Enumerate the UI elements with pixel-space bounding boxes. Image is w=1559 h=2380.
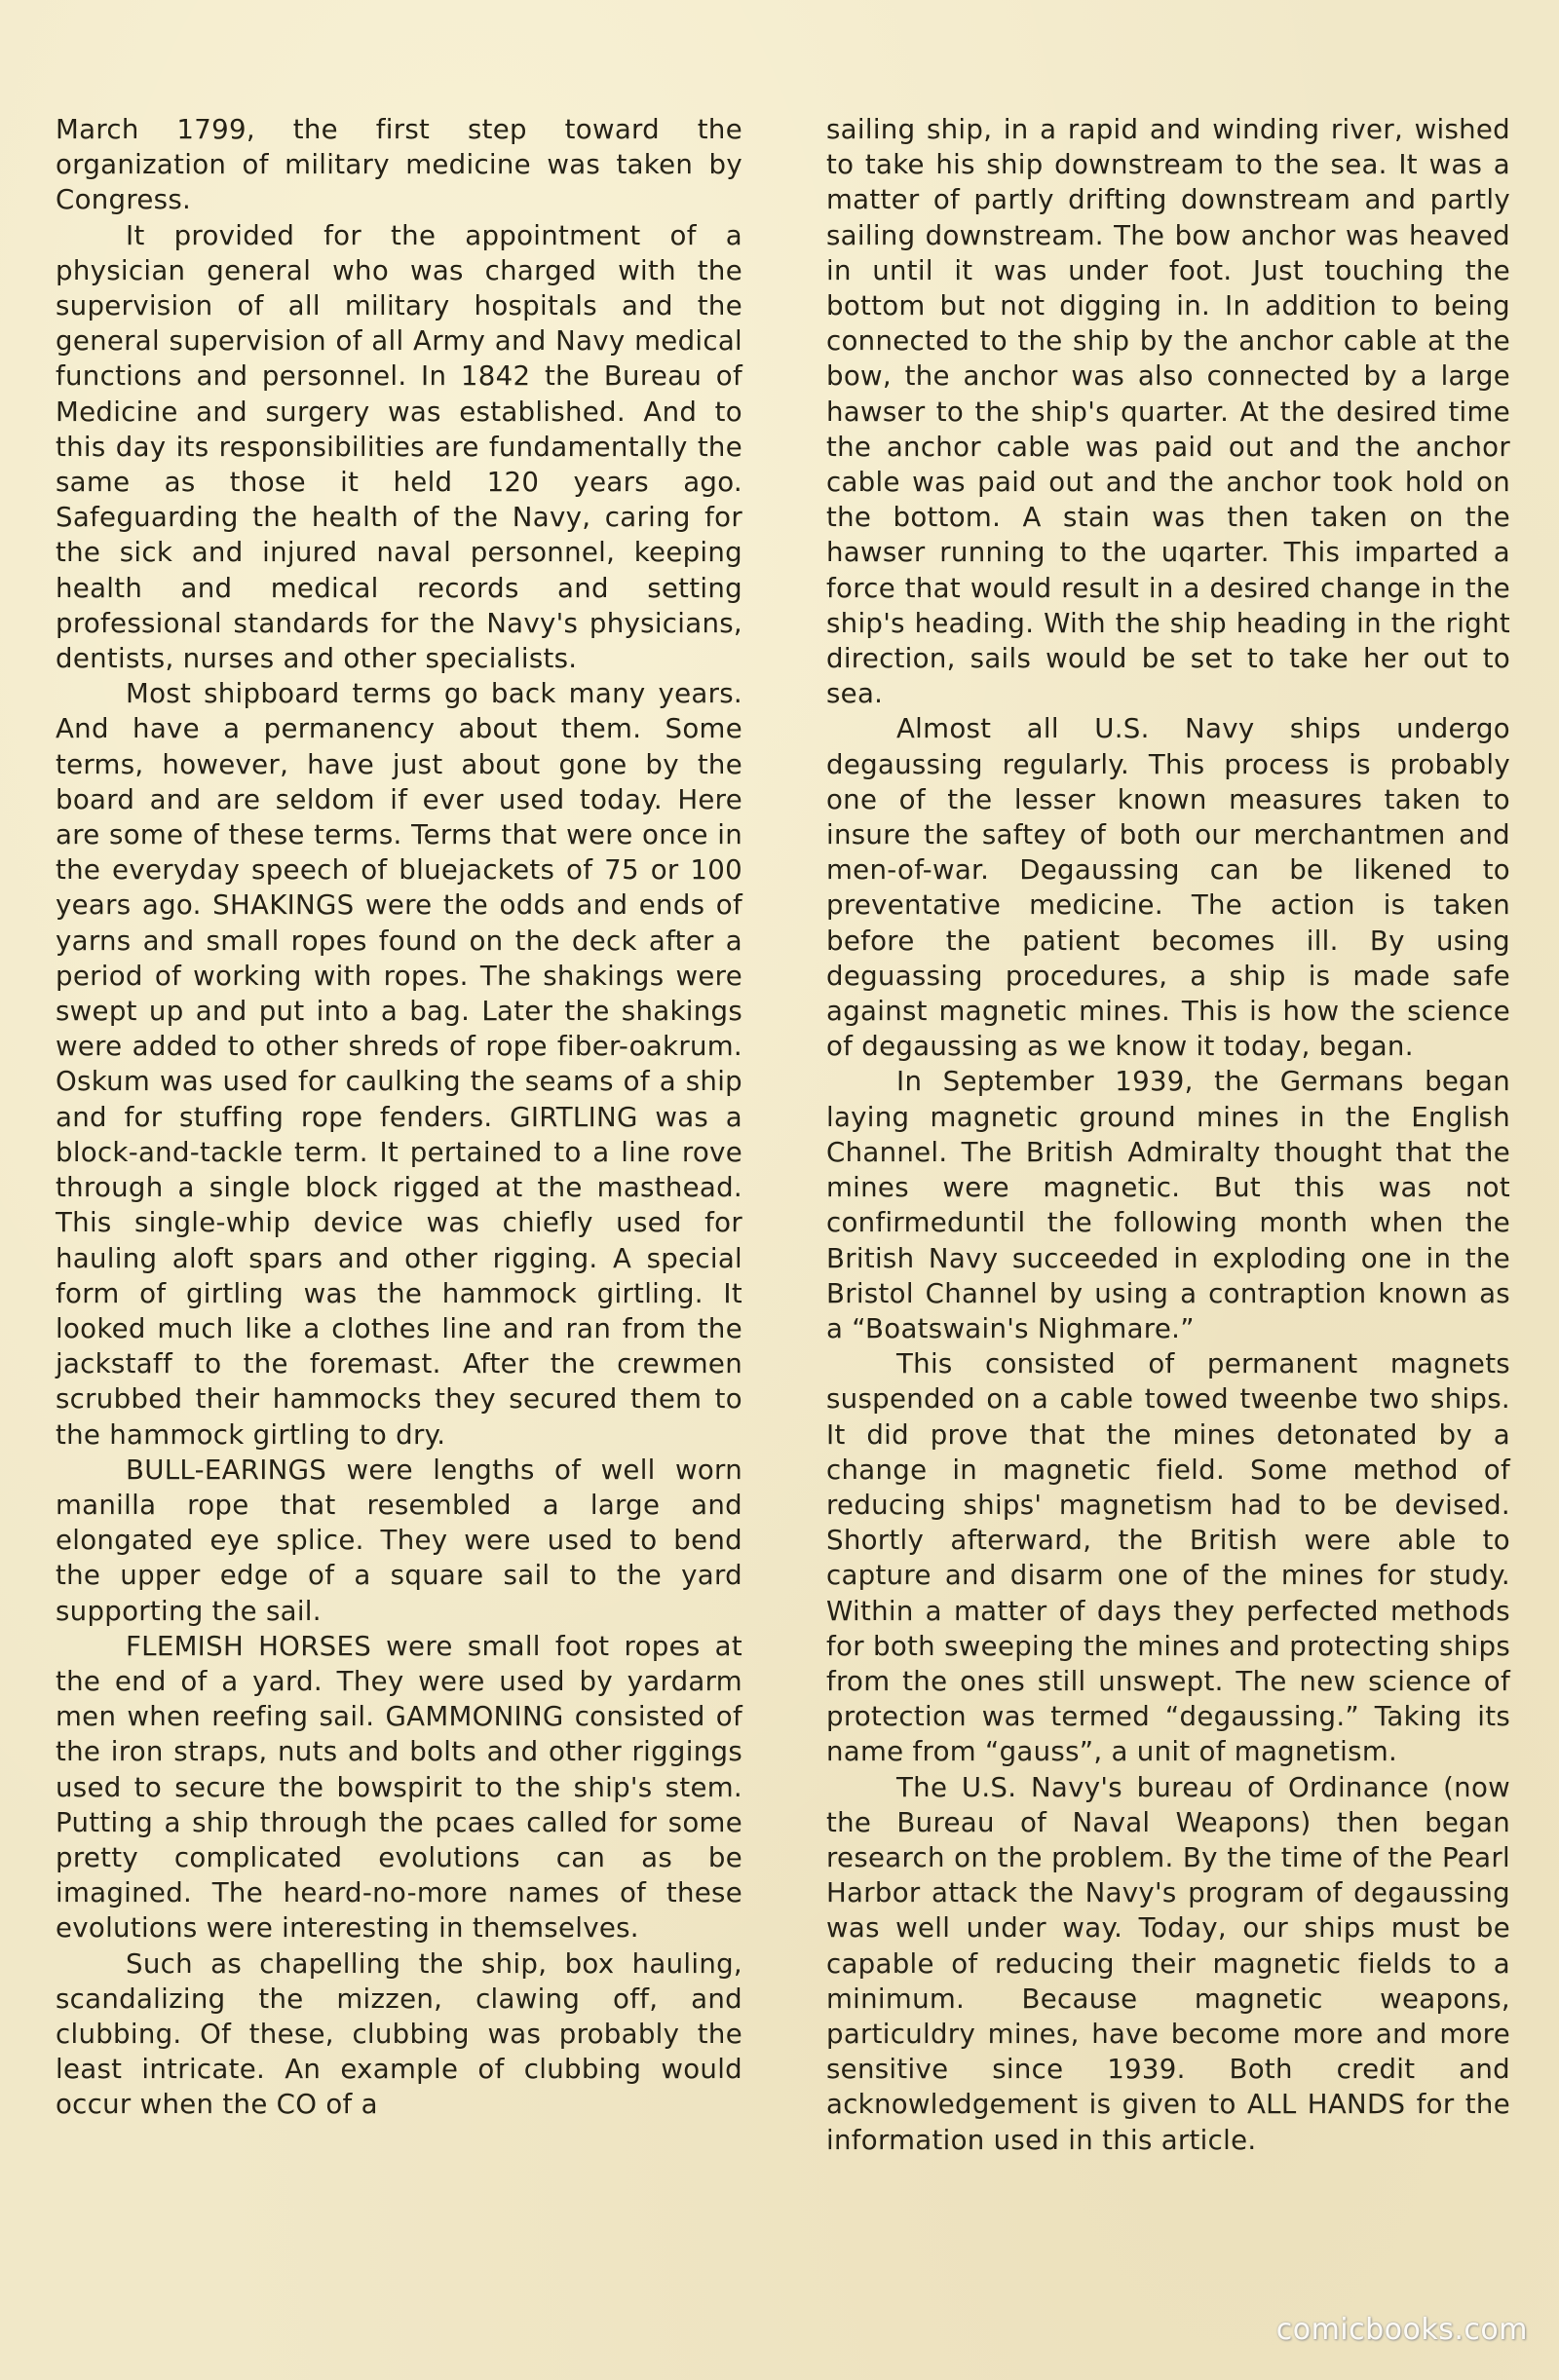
paragraph: Almost all U.S. Navy ships undergo degaussing regularly. This process is probably one of the lesser known measures taken to insure the saftey of both our merchantmen and men-of-war. Degaussing can be likened to preventative medicine. The action is taken before the patient becomes ill. By using deguassing procedures, a ship is made safe against magnetic mines. This is how the science of degaussing as we know it today, began. [826,712,1510,1063]
paragraph: It provided for the appointment of a physician general who was charged with the supervision of all military hospitals and the general supervision of all Army and Navy medical functions and personnel. In 1842 the Bureau of Medicine and surgery was established. And to this day its responsibilities are fundamentally the same as those it held 120 years ago. Safeguarding the health of the Navy, caring for the sick and injured naval personnel, keeping health and medical records and setting professional standards for the Navy's physicians, dentists, nurses and other specialists. [56,218,742,675]
right-text-column [826,112,1510,2158]
paragraph: sailing ship, in a rapid and winding river, wished to take his ship downstream to the sea. It was a matter of partly drifting downstream and partly sailing downstream. The bow anchor was heaved in until it was under foot. Just touching the bottom but not digging in. In addition to being connected to the ship by the anchor cable at the bow, the anchor was also connected by a large hawser to the ship's quarter. At the desired time the anchor cable was paid out and the anchor cable was paid out and the anchor took hold on the bottom. A stain was then taken on the hawser running to the uqarter. This imparted a force that would result in a desired change in the ship's heading. With the ship heading in the right direction, sails would be set to take her out to sea. [826,113,1510,710]
paragraph: The U.S. Navy's bureau of Ordinance (now the Bureau of Naval Weapons) then began research on the problem. By the time of the Pearl Harbor attack the Navy's program of degaussing was well under way. Today, our ships must be capable of reducing their magnetic fields to a minimum. Because magnetic weapons, particuldry mines, have become more and more sensitive since 1939. Both credit and acknowledgement is given to ALL HANDS for the information used in this article. [826,1770,1510,2156]
paragraph: Such as chapelling the ship, box hauling, scandalizing the mizzen, clawing off, and clubbing. Of these, clubbing was probably the least intricate. An example of clubbing would occur when the CO of a [56,1946,742,2121]
left-text-column [56,112,742,2123]
paragraph: Most shipboard terms go back many years. And have a permanency about them. Some terms, however, have just about gone by the board and are seldom if ever used today. Here are some of these terms. Terms that were once in the everyday speech of bluejackets of 75 or 100 years ago. SHAKINGS were the odds and ends of yarns and small ropes found on the deck after a period of working with ropes. The shakings were swept up and put into a bag. Later the shakings were added to other shreds of rope fiber-oakrum. Oskum was used for caulking the seams of a ship and for stuffing rope fenders. GIRTLING was a block-and-tackle term. It pertained to a line rove through a single block rigged at the masthead. This single-whip device was chiefly used for hauling aloft spars and other rigging. A special form of girtling was the hammock girtling. It looked much like a clothes line and ran from the jackstaff to the foremast. After the crewmen scrubbed their hammocks they secured them to the hammock girtling to dry. [56,677,742,1451]
paragraph: This consisted of permanent magnets suspended on a cable towed tweenbe two ships. It did prove that the mines detonated by a change in magnetic field. Some method of reducing ships' magnetism had to be devised. Shortly afterward, the British were able to capture and disarm one of the mines for study. Within a matter of days they perfected methods for both sweeping the mines and protecting ships from the ones still unswept. The new science of protection was termed “degaussing.” Taking its name from “gauss”, a unit of magnetism. [826,1347,1510,1768]
paragraph: March 1799, the first step toward the organization of military medicine was taken by Congress. [56,113,742,216]
paragraph: In September 1939, the Germans began laying magnetic ground mines in the English Channel. The British Admiralty thought that the mines were magnetic. But this was not confirmeduntil the following month when the British Navy succeeded in exploding one in the Bristol Channel by using a contraption known as a “Boatswain's Nighmare.” [826,1065,1510,1344]
watermark: comicbooks.com [1275,2313,1528,2347]
paragraph: BULL-EARINGS were lengths of well worn manilla rope that resembled a large and elongated eye splice. They were used to bend the upper edge of a square sail to the yard supporting the sail. [56,1453,742,1627]
paragraph: FLEMISH HORSES were small foot ropes at the end of a yard. They were used by yardarm men when reefing sail. GAMMONING consisted of the iron straps, nuts and bolts and other riggings used to secure the bowspirit to the ship's stem. Putting a ship through the pcaes called for some pretty complicated evolutions can as be imagined. The heard-no-more names of these evolutions were interesting in themselves. [56,1629,742,1945]
